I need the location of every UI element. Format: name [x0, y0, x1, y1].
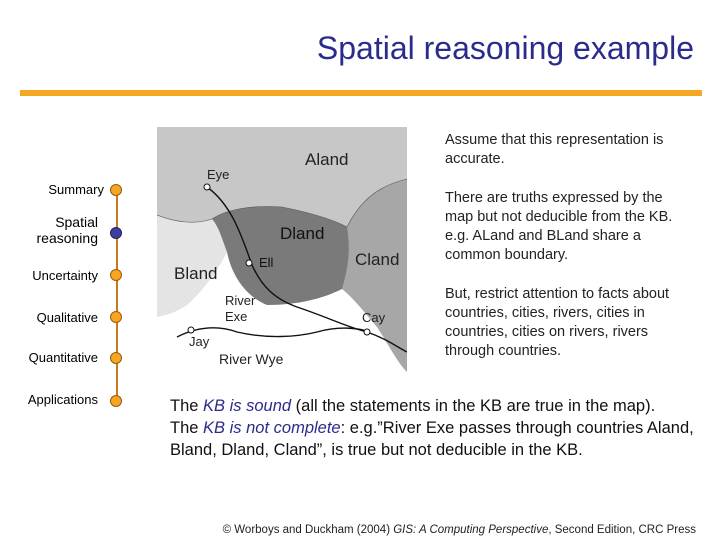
citation-publisher: , Second Edition, CRC Press: [548, 524, 696, 536]
aland-label: Aland: [305, 150, 349, 169]
ell-city-marker: [246, 260, 252, 266]
nav-timeline-line: [116, 190, 118, 402]
citation-book-title: GIS: A Computing Perspective: [393, 524, 549, 536]
region-map: [157, 127, 407, 377]
page-title: Spatial reasoning example: [316, 30, 694, 66]
kb-complete-term: KB is not complete: [203, 419, 341, 437]
jay-label: Jay: [189, 334, 210, 349]
ell-label: Ell: [259, 255, 274, 270]
river-exe-label-line1: River: [225, 293, 256, 308]
nav-item-spatial-reasoning[interactable]: Spatial reasoning: [36, 214, 98, 246]
kb-sound-post: (all the statements in the KB are true in the map).: [291, 397, 656, 415]
kb-complete-pre: The: [170, 419, 204, 437]
nav-item-qualitative[interactable]: Qualitative: [36, 310, 98, 325]
nav-dot-qualitative[interactable]: [110, 311, 122, 323]
nav-dot-uncertainty[interactable]: [110, 269, 122, 281]
kb-statements: [170, 395, 695, 461]
eye-label: Eye: [207, 167, 230, 182]
bland-label: Bland: [174, 264, 218, 283]
paragraph-truths: There are truths expressed by the map but not deducible from the KB. e.g. ALand and BLand share a common boundary.: [445, 190, 673, 263]
kb-complete-line: [170, 417, 695, 461]
citation-footer: [223, 524, 696, 536]
jay-city-marker: [188, 327, 194, 333]
kb-sound-pre: The: [170, 397, 204, 415]
nav-dot-quantitative[interactable]: [110, 352, 122, 364]
cland-label: Cland: [355, 250, 400, 269]
kb-sound-line: [170, 395, 695, 417]
cay-city-marker: [364, 329, 370, 335]
cay-label: Cay: [362, 310, 386, 325]
nav-dot-applications[interactable]: [110, 395, 122, 407]
paragraph-restrict: But, restrict attention to facts about countries, cities, rivers, cities in countries, cities on rivers, rivers through countries.: [445, 286, 670, 359]
kb-sound-term: KB is sound: [203, 397, 292, 415]
nav-item-applications[interactable]: Applications: [27, 392, 98, 407]
nav-item-summary[interactable]: Summary: [48, 182, 104, 197]
dland-label: Dland: [280, 224, 325, 243]
citation-authors: © Worboys and Duckham (2004): [222, 524, 394, 536]
nav-dot-summary[interactable]: [110, 184, 122, 196]
eye-city-marker: [204, 184, 210, 190]
title-underline: [20, 90, 702, 96]
nav-item-quantitative[interactable]: Quantitative: [28, 350, 98, 365]
river-exe-label-line2: Exe: [225, 309, 248, 324]
nav-item-uncertainty[interactable]: Uncertainty: [32, 268, 98, 283]
nav-dot-spatial-reasoning[interactable]: [110, 227, 122, 239]
river-wye-label: River Wye: [219, 351, 284, 367]
paragraph-accurate: Assume that this representation is accurate.: [445, 132, 664, 167]
kb-complete-post: : e.g.”River Exe passes through countries Aland, Bland, Dland, Cland”, is true but not deducible in the KB.: [170, 419, 694, 459]
